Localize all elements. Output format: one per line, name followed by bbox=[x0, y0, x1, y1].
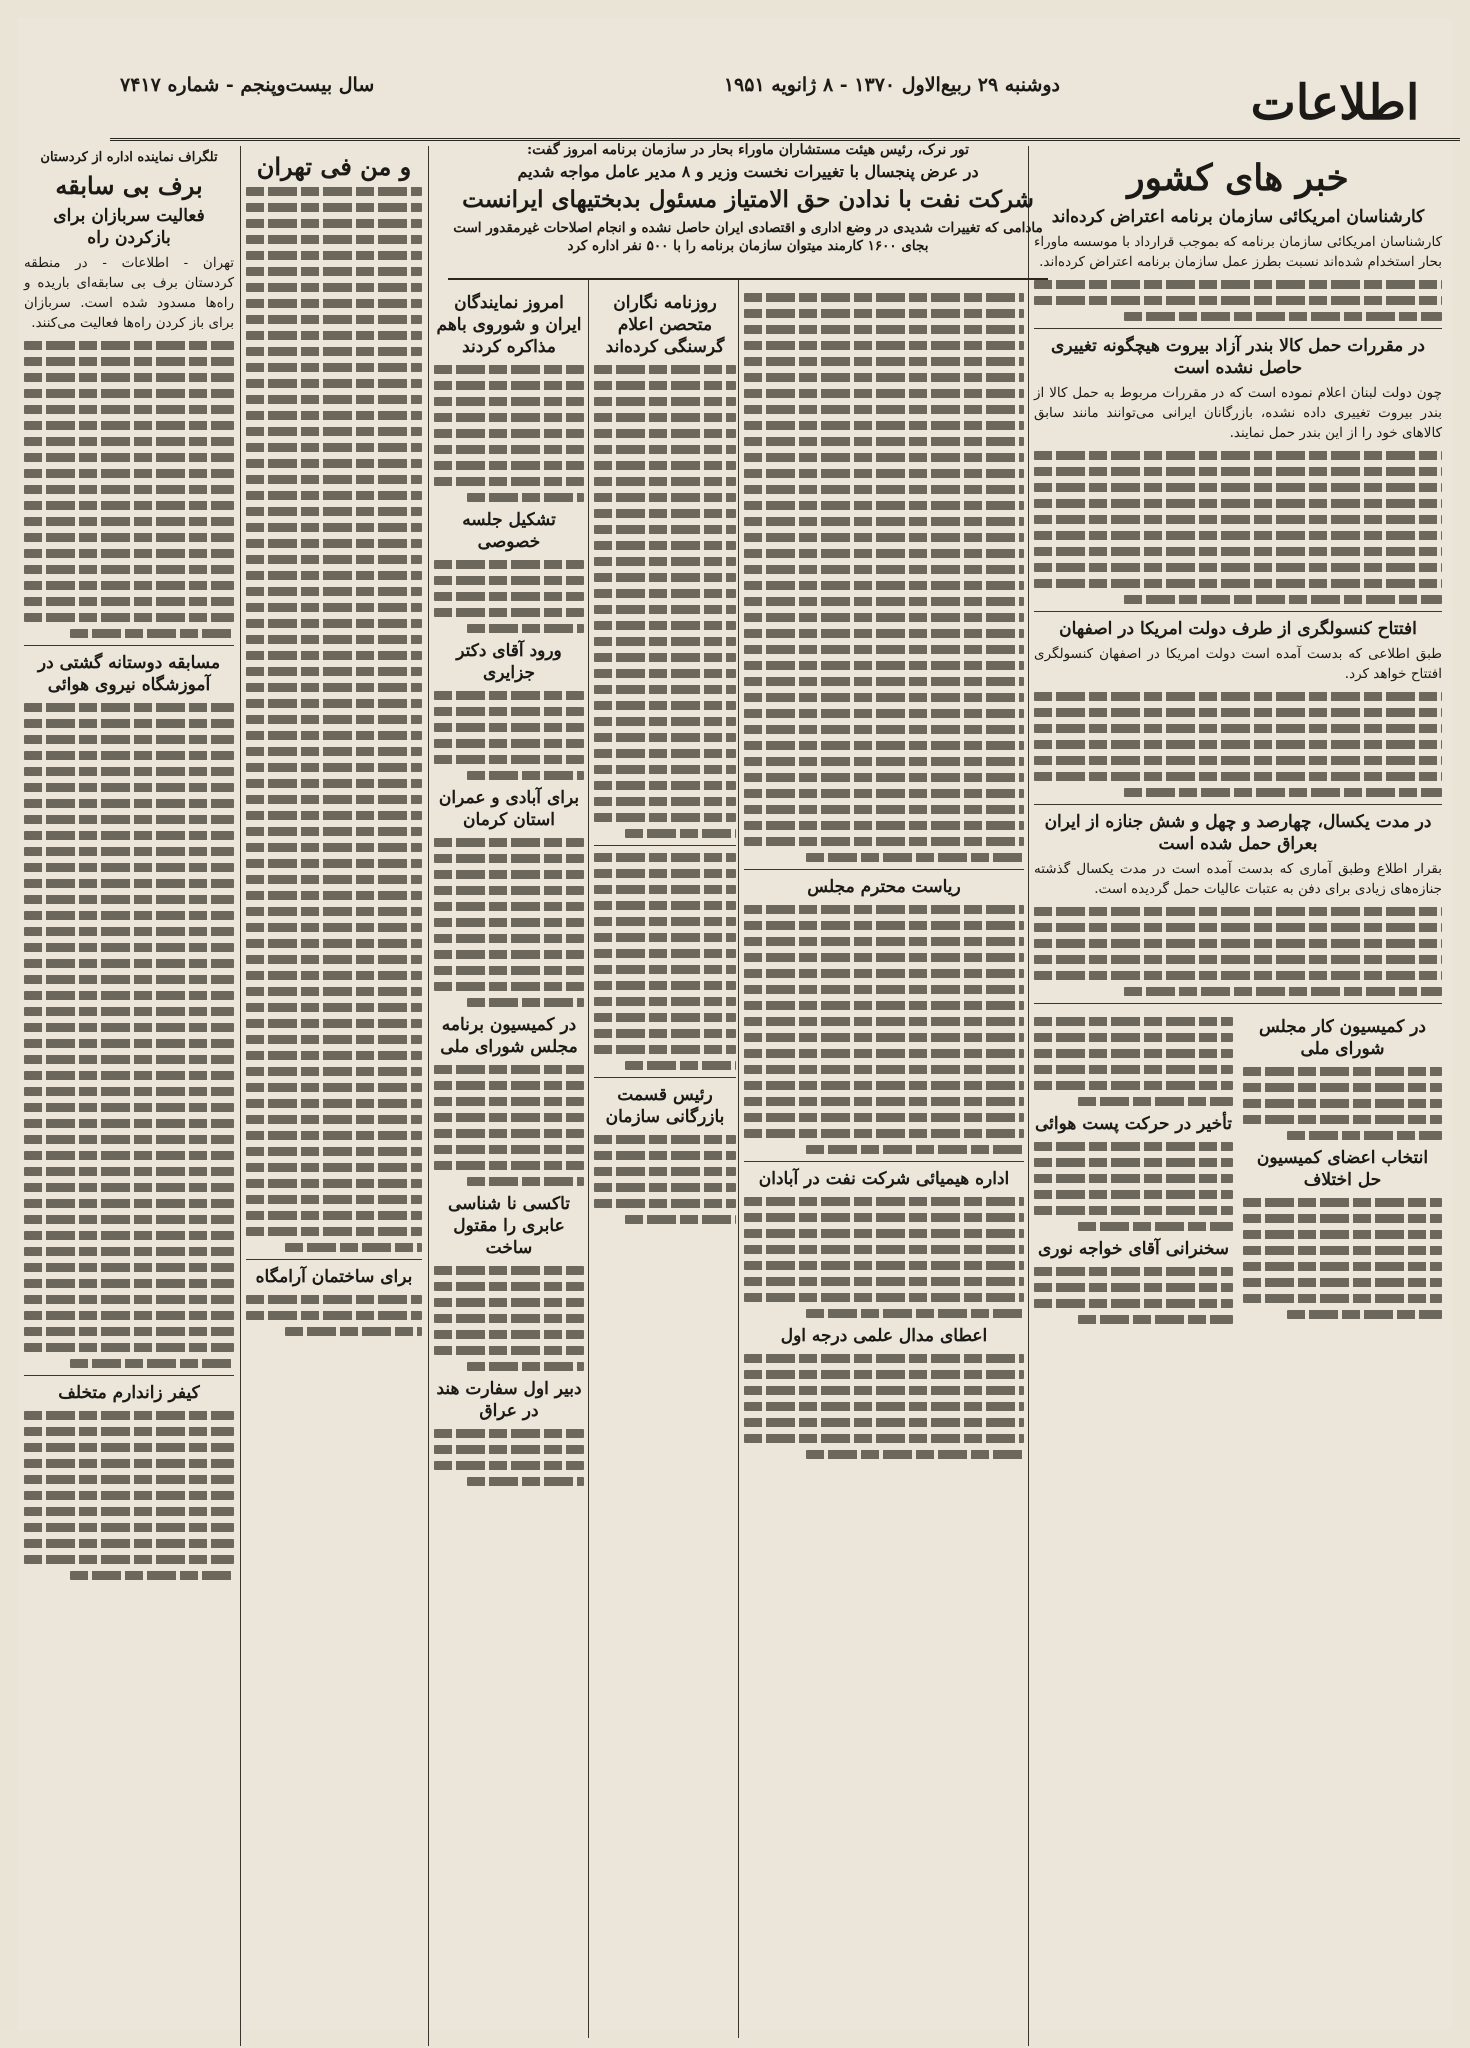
headline: برای آبادی و عمران استان کرمان bbox=[438, 788, 580, 830]
newspaper-page bbox=[18, 18, 1452, 2030]
headline: مسابقه دوستانه گشتی در آموزشگاه نیروی هوائی bbox=[37, 653, 221, 695]
headline: روزنامه نگاران متحصن اعلام گرسنگی کرده‌اند bbox=[605, 293, 725, 357]
headline: تاکسی نا شناسی عابری را مقتول ساخت bbox=[447, 1194, 571, 1258]
center-column-left bbox=[434, 286, 584, 1493]
kicker: تور نرک، رئیس هیئت مستشاران ماوراء بحار در سازمان برنامه امروز گفت: bbox=[527, 142, 969, 158]
dateline: دوشنبه ۲۹ ربیع‌الاول ۱۳۷۰ - ۸ ژانویه ۱۹۵۱ bbox=[723, 74, 1060, 96]
column-rule bbox=[428, 146, 429, 2046]
article-body: بقرار اطلاع وطبق آماری که بدست آمده است در مدت یکسال گذشته جنازه‌های زیادی برای دفن به عتبات عالیات حمل گردیده است. bbox=[1034, 861, 1442, 897]
headline: رئیس قسمت بازرگانی سازمان bbox=[605, 1085, 725, 1127]
headline: اداره هیمیائی شرکت نفت در آبادان bbox=[758, 1169, 1010, 1189]
issue-number: سال بیست‌وپنجم - شماره ۷۴۱۷ bbox=[120, 74, 375, 96]
article-body: طبق اطلاعی که بدست آمده است دولت امریکا در اصفهان کنسولگری افتتاح خواهد کرد. bbox=[1034, 646, 1442, 682]
column-rule bbox=[240, 146, 241, 2046]
headline: کیفر زاندارم متخلف bbox=[58, 1383, 200, 1403]
lead: مادامی که تغییرات شدیدی در وضع اداری و اقتصادی ایران حاصل نشده و انجام اصلاحات غیرمقدور است بجای ۱۶۰۰ کارمند میتوان سازمان برنامه را با ۵۰۰ نفر اداره کرد bbox=[453, 220, 1043, 254]
center-column-right bbox=[744, 286, 1024, 1466]
headline: در کمیسیون کار مجلس شورای ملی bbox=[1258, 1017, 1426, 1059]
column-rule bbox=[588, 278, 589, 2038]
headline: ریاست محترم مجلس bbox=[807, 877, 961, 897]
headline: ورود آقای دکتر جزایری bbox=[456, 641, 562, 683]
headline: امروز نمایندگان ایران و شوروی باهم مذاکره کردند bbox=[436, 293, 582, 357]
main-headline: شرکت نفت با ندادن حق الامتیاز مسئول بدبختیهای ایرانست bbox=[462, 186, 1034, 213]
headline: برای ساختمان آرامگاه bbox=[255, 1267, 413, 1287]
subhead: فعالیت سربازان برای بازکردن راه bbox=[53, 206, 205, 248]
headline: افتتاح کنسولگری از طرف دولت امریکا در اصفهان bbox=[1059, 619, 1417, 639]
headline: تشکیل جلسه خصوصی bbox=[462, 510, 556, 552]
headline: انتخاب اعضای کمیسیون حل اختلاف bbox=[1256, 1148, 1429, 1190]
headline: برف بی سابقه bbox=[55, 171, 203, 200]
kicker: تلگراف نماینده اداره از کردستان bbox=[40, 150, 218, 165]
headline: تأخیر در حرکت پست هوائی bbox=[1034, 1114, 1233, 1134]
headline: دبیر اول سفارت هند در عراق bbox=[436, 1379, 582, 1421]
newspaper-logo: اطلاعات bbox=[1250, 75, 1420, 131]
center-column-middle bbox=[594, 286, 736, 1231]
headline: سخنرانی آقای خواجه نوری bbox=[1037, 1239, 1230, 1259]
headline: در مقررات حمل کالا بندر آزاد بیروت هیچگونه تغییری حاصل نشده است bbox=[1051, 336, 1425, 378]
subhead: در عرض پنجسال با تغییرات نخست وزیر و ۸ مدیر عامل مواجه شدیم bbox=[517, 162, 979, 181]
section-title: خبر های کشور bbox=[1127, 157, 1349, 199]
national-news-column bbox=[1034, 146, 1442, 1331]
article-body: تهران - اطلاعات - در منطقه کردستان برف بی سابقه‌ای باریده و راه‌ها مسدود شده است. سربازان برای باز کردن راه‌ها فعالیت می‌کنند. bbox=[24, 255, 234, 331]
article-body: چون دولت لبنان اعلام نموده است که در مقررات مربوط به حمل کالا از بندر بیروت تغییری داده نشده، بازرگانان ایرانی می‌توانند مانند سابق کالاهای خود را از این بندر حمل نمایند. bbox=[1034, 385, 1442, 441]
center-banner bbox=[448, 138, 1048, 280]
headline: در کمیسیون برنامه مجلس شورای ملی bbox=[440, 1015, 578, 1057]
headline: اعطای مدال علمی درجه اول bbox=[780, 1326, 988, 1346]
feature-column bbox=[246, 146, 422, 1343]
feature-title: و من فی تهران bbox=[256, 152, 412, 181]
masthead bbox=[110, 66, 1460, 141]
column-rule bbox=[1028, 146, 1029, 2046]
left-column bbox=[24, 146, 234, 1587]
article-body: کارشناسان امریکائی سازمان برنامه که بموجب قرارداد با موسسه ماوراء بحار استخدام شده‌اند نسبت بطرز عمل سازمان برنامه اعتراض کرده‌اند. bbox=[1034, 234, 1442, 270]
headline: در مدت یکسال، چهارصد و چهل و شش جنازه از ایران بعراق حمل شده است bbox=[1044, 812, 1432, 854]
headline: کارشناسان امریکائی سازمان برنامه اعتراض کرده‌اند bbox=[1051, 207, 1425, 227]
column-rule bbox=[738, 278, 739, 2038]
